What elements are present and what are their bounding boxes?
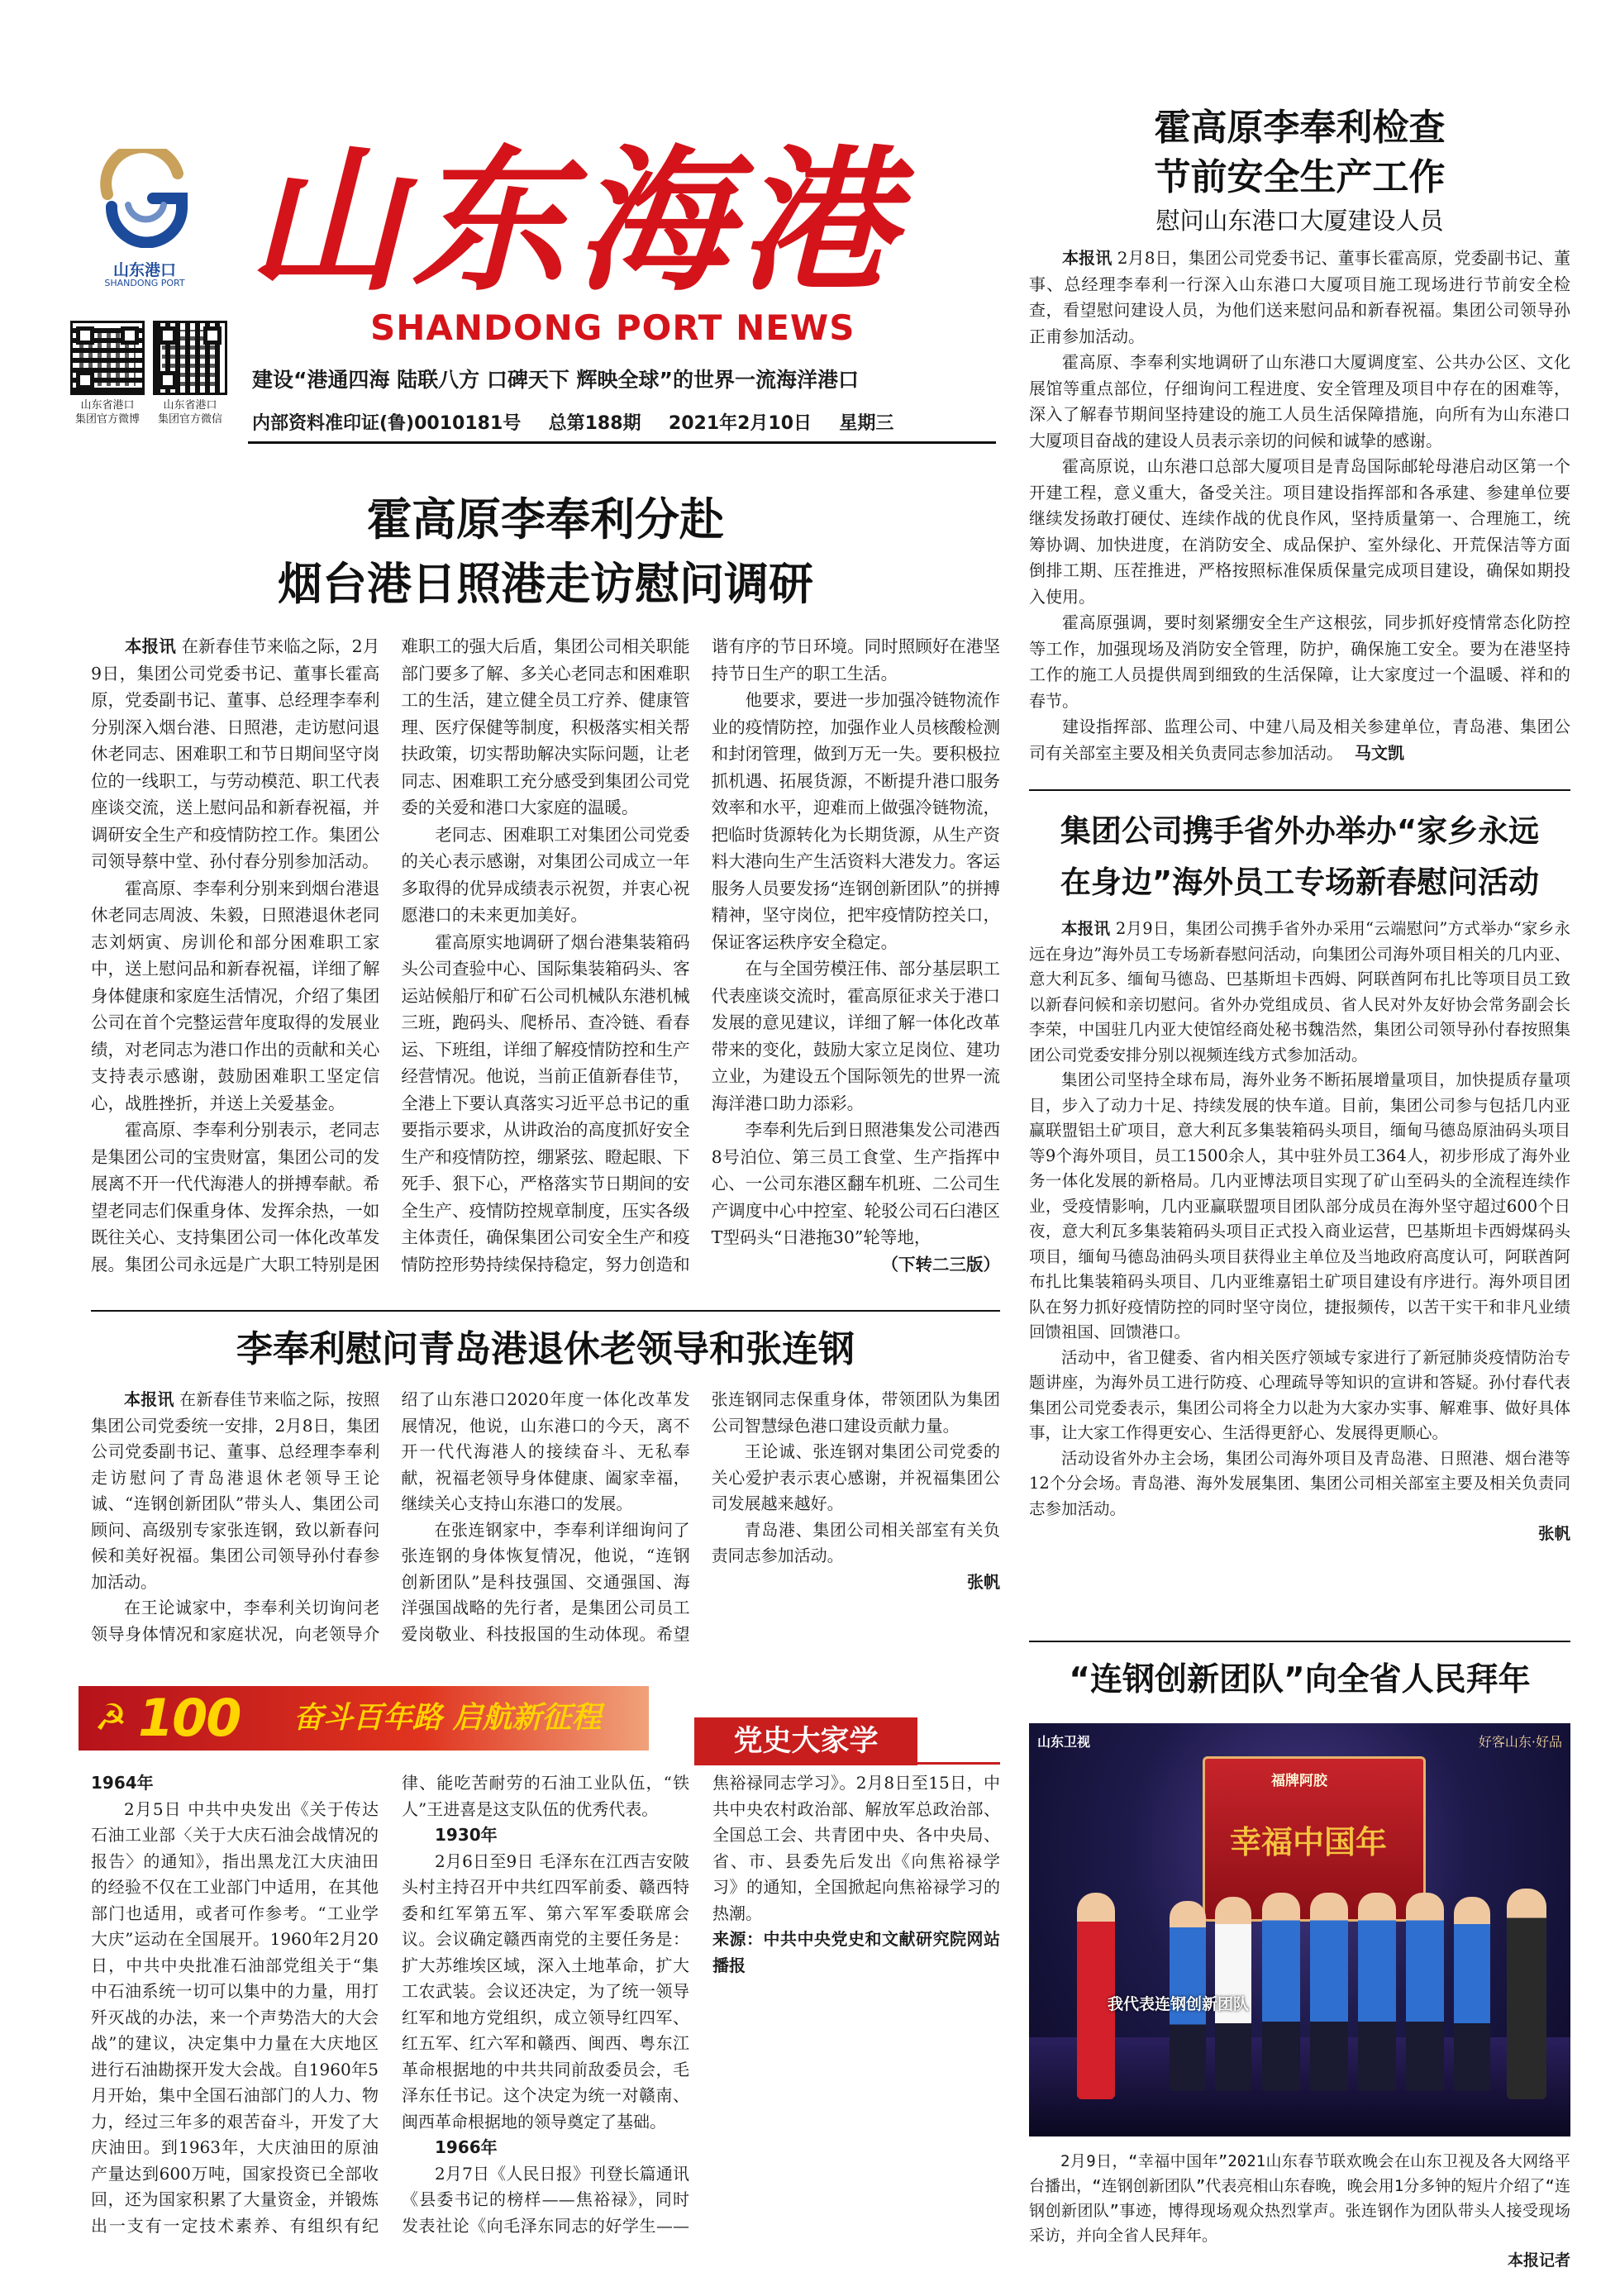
paragraph: 在张连钢家中，李奉利详细询问了张连钢的身体恢复情况，他说，“连钢创新团队”是科技强国、交通强国、海洋强国战略的先行者，是集团公司员工爱岗敬业、科技报国的生动体现。希望张连钢同志保重身体，带领团队为集团公司智慧绿色港口建设贡献力量。 — [401, 1389, 1000, 1644]
story-safety-title-1: 霍高原李奉利检查 — [1154, 107, 1446, 149]
license-number: 内部资料准印证(鲁)0010181号 — [252, 413, 522, 434]
story-overseas-title-1: 集团公司携手省外办举办“家乡永远 — [1060, 813, 1540, 849]
photo-signature: 本报记者 — [1507, 2251, 1570, 2270]
photo-logo: 山东卫视 — [1037, 1734, 1091, 1750]
story-overseas-signature: 张帆 — [1537, 1524, 1570, 1543]
photo-screen-tag: 福牌阿胶 — [1271, 1773, 1327, 1789]
story-safety-inspection — [1029, 103, 1570, 773]
issue-date: 2021年2月10日 — [668, 413, 812, 434]
hammer-sickle-icon: ☭ — [94, 1697, 127, 1739]
paragraph: 霍高原说，山东港口总部大厦项目是青岛国际邮轮母港启动区第一个开建工程，意义重大，备受关注。项目建设指挥部和各承建、参建单位要继续发扬敢打硬仗、连续作战的优良作风，坚持质量第一、合理施工，统筹协调、加快进度，在消防安全、成品保护、室外绿化、开荒保洁等方面倒排工期、压茬推进，严格按照标准保质保量完成项目建设，确保如期投入使用。 — [1029, 456, 1570, 607]
paragraph: 本报讯 2月9日，集团公司携手省外办采用“云端慰问”方式举办“家乡永远在身边”海外员工专场新春慰问活动，向集团公司海外项目相关的几内亚、意大利瓦多、缅甸马德岛、巴基斯坦卡西姆、阿联酋阿布扎比等项目员工致以新春问候和亲切慰问。省外办党组成员、省人民对外友好协会常务副会长李荣，中国驻几内亚大使馆经商处秘书魏浩然，集团公司领导孙付春按照集团公司党委安排分别以视频连线方式参加活动。 — [1029, 919, 1570, 1065]
photo-caption — [1029, 2149, 1570, 2273]
issue-line — [252, 409, 996, 435]
photo-stage-text: 幸福中国年 — [1230, 1823, 1388, 1860]
lead-title-2: 烟台港日照港走访慰问调研 — [278, 558, 813, 610]
team-member — [1358, 1893, 1396, 2091]
logo-caption-en: SHANDONG PORT — [104, 278, 185, 288]
divider — [91, 1310, 1000, 1312]
paragraph: 李奉利先后到日照港集发公司港西8号泊位、第三员工食堂、生产指挥中心、一公司东港区翻车机班、二公司生产调度中心中控室、轮驳公司石臼港区T型码头“日港拖30”轮等地， — [711, 1120, 1000, 1247]
paragraph: 活动设省外办主会场，集团公司海外项目及青岛港、日照港、烟台港等12个分会场。青岛港、海外发展集团、集团公司相关部室主要及相关负责同志参加活动。 — [1029, 1448, 1570, 1518]
paragraph: 霍高原、李奉利实地调研了山东港口大厦调度室、公共办公区、文化展馆等重点部位，仔细询问工程进度、安全管理及项目中存在的困难等，深入了解春节期间坚持建设的施工人员生活保障措施，向所有为山东港口大厦项目奋战的建设人员表示亲切的问候和诚挚的感谢。 — [1029, 352, 1570, 450]
history-year: 1964年 — [91, 1773, 154, 1793]
story-safety-body — [1029, 245, 1570, 766]
continued-note[interactable]: （下转二三版） — [881, 1254, 1000, 1274]
issue-number: 总第188期 — [548, 413, 641, 434]
qr-code-weibo[interactable] — [70, 321, 145, 395]
lead-body — [91, 633, 1000, 1298]
history-entry: 2月5日 中共中央发出《关于传达石油工业部〈关于大庆石油会战情况的报告〉的通知》，指出黑龙江大庆油田的经验不仅在工业部门中适用，在其他部门也适用，或者可作参考。“工业学大庆”运动在全国展开。1960年2月20日，中共中央批准石油部党组关于“集中石油系统一切可以集中的力量，用打歼灭战的办法，来一个声势浩大的大会战”的建议，决定集中力量在大庆地区进行石油勘探开发大会战。自1960年5月开始，集中全国石油部门的人力、物力，经过三年多的艰苦奋斗，开发了大庆油田。到1963年，大庆油田的原油产量达到600万吨，国家投资已全部收回，还为国家积累了大量资金，并锻炼出一支有一定技术素养、有组织有纪律、能吃苦耐劳的石油工业队伍，“铁人”王进喜是这支队伍的优秀代表。 — [91, 1773, 689, 2236]
history-entry: 2月6日至9日 毛泽东在江西吉安陂头村主持召开中共红四军前委、赣西特委和红军第五军、第六军军委联席会议。会议确定赣西南党的主要任务是：扩大苏维埃区域，深入土地革命，扩大工农武装。会议还决定，为了统一领导红军和地方党组织，成立领导红四军、红五军、红六军和赣西、闽西、粤东江革命根据地的中共共同前敌委员会，毛泽东任书记。这个决定为统一对赣南、闽西革命根据地的领导奠定了基础。 — [402, 1851, 689, 2132]
paragraph: 霍高原、李奉利分别表示，老同志是集团公司的宝贵财富，集团公司的发展离不开一代代海港人的拼搏奉献。希望老同志们保重身体、发挥余热，一如既往关心、支持集团公司一体化改革发展。集团公司永远是广大职工特别是困难职工的强大后盾，集团公司相关职能部门要多了解、多关心老同志和困难职工的生活，建立健全员工疗养、健康管理、医疗保健等制度，积极落实相关帮扶政策，切实帮助解决实际问题，让老同志、困难职工充分感受到集团公司党委的关爱和港口大家庭的温暖。 — [91, 636, 690, 1274]
photo-spring-gala[interactable] — [1029, 1723, 1570, 2136]
paragraph: 霍高原强调，要时刻紧绷安全生产这根弦，同步抓好疫情常态化防控等工作，加强现场及消防安全管理，防护，确保施工安全。要为在港坚持工作的施工人员提供周到细致的生活保障，让大家度过一个温暖、祥和的春节。 — [1029, 612, 1570, 711]
photo-caption-overlay: 我代表连钢创新团队 — [1108, 1995, 1250, 2013]
banner-100: 100 — [138, 1688, 241, 1748]
issue-weekday: 星期三 — [839, 413, 894, 434]
masthead-title-en: SHANDONG PORT NEWS — [370, 307, 855, 348]
paragraph: 本报讯 在新春佳节来临之际，2月9日，集团公司党委书记、董事长霍高原，党委副书记、董事、总经理李奉利分别深入烟台港、日照港，走访慰问退休老同志、困难职工和节日期间坚守岗位的一线职工，与劳动模范、职工代表座谈交流，送上慰问品和新春祝福，并调研安全生产和疫情防控工作。集团公司领导蔡中堂、孙付春分别参加活动。 — [91, 636, 380, 871]
story-safety-title-2: 节前安全生产工作 — [1154, 156, 1446, 198]
history-source: 来源：中共中央党史和文献研究院网站播报 — [712, 1929, 1000, 1975]
story-zhang-body — [91, 1387, 1000, 1651]
paragraph: 青岛港、集团公司相关部室有关负责同志参加活动。 — [711, 1519, 1000, 1565]
host-suit — [1507, 1889, 1546, 2099]
history-year: 1930年 — [435, 1825, 498, 1845]
story-zhang-liangang — [91, 1322, 1000, 1661]
caption-text: 2月9日，“幸福中国年”2021山东春节联欢晚会在山东卫视及各大网络平台播出，“连钢创新团队”代表亮相山东春晚，晚会用1分多钟的短片介绍了“连钢创新团队”事迹，博得现场观众热烈掌声。张连钢作为团队带头人接受现场采访，并向全省人民拜年。 — [1029, 2152, 1570, 2245]
history-year: 1966年 — [435, 2137, 498, 2157]
paragraph: 霍高原、李奉利分别来到烟台港退休老同志周波、朱毅，日照港退休老同志刘炳寅、房训伦和部分困难职工家中，送上慰问品和新春祝福，详细了解身体健康和家庭生活情况，介绍了集团公司在首个完整运营年度取得的发展业绩，对老同志为港口作出的贡献和关心支持表示感谢，鼓励困难职工坚定信心，战胜挫折，并送上关爱基金。 — [91, 878, 380, 1113]
story-overseas-body — [1029, 917, 1570, 1547]
paragraph: 霍高原实地调研了烟台港集装箱码头公司查验中心、国际集装箱码头、客运站候船厅和矿石公司机械队东港机械三班，跑码头、爬桥吊、查冷链、看春运、下班组，详细了解疫情防控和生产经营情况。他说，当前正值新春佳节，全港上下要认真落实习近平总书记的重要指示要求，从讲政治的高度抓好安全生产和疫情防控，绷紧弦、瞪起眼、下死手、狠下心，严格落实节日期间的安全生产、疫情防控规章制度，压实各级主体责任，确保集团公司安全生产和疫情防控形势持续保持稳定，努力创造和谐有序的节日环境。同时照顾好在港坚持节日生产的职工生活。 — [401, 636, 1000, 1274]
lead-story — [91, 488, 1000, 1306]
photo-story-title: “连钢创新团队”向全省人民拜年 — [1069, 1661, 1531, 1698]
banner-slogan: 奋斗百年路 启航新征程 — [293, 1701, 602, 1735]
photo-corner: 好客山东·好品 — [1478, 1734, 1562, 1750]
story-zhang-title: 李奉利慰问青岛港退休老领导和张连钢 — [236, 1328, 855, 1370]
qr-code-wechat[interactable] — [153, 321, 227, 395]
history-tag: 党史大家学 — [694, 1717, 917, 1765]
story-zhang-signature: 张帆 — [966, 1571, 1000, 1592]
qr-wechat-caption: 山东省港口 集团官方微信 — [157, 399, 222, 426]
story-safety-signature: 马文凯 — [1355, 742, 1404, 763]
team-member — [1406, 1893, 1444, 2091]
story-safety-subtitle: 慰问山东港口大厦建设人员 — [1155, 207, 1444, 235]
paragraph: 他要求，要进一步加强冷链物流作业的疫情防控，加强作业人员核酸检测和封闭管理，做到万无一失。要积极拉抓机遇、拓展货源，不断提升港口服务效率和水平，迎难而上做强冷链物流，把临时货源转化为长期货源，从生产资料大港向生产生活资料大港发力。客运服务人员要发扬“连钢创新团队”的拼搏精神，坚守岗位，把牢疫情防控关口，保证客运秩序安全稳定。 — [711, 690, 1000, 952]
team-member — [1310, 1893, 1348, 2091]
history-tag-rule — [917, 1762, 1000, 1765]
masthead-slogan: 建设“港通四海 陆联八方 口碑天下 辉映全球”的世界一流海洋港口 — [252, 368, 859, 392]
shandong-port-logo — [91, 149, 198, 248]
paragraph: 活动中，省卫健委、省内相关医疗领域专家进行了新冠肺炎疫情防治专题讲座，为海外员工进行防疫、心理疏导等知识的宣讲和答疑。孙付春代表集团公司党委表示，集团公司将全力以赴为大家办实事、解难事、做好具体事，让大家工作得更安心、生活得更舒心、发展得更顺心。 — [1029, 1347, 1570, 1442]
paragraph: 本报讯 2月8日，集团公司党委书记、董事长霍高原，党委副书记、董事、总经理李奉利一行深入山东港口大厦项目施工现场进行节前安全检查，看望慰问建设人员，为他们送来慰问品和新春祝福。集团公司领导孙正甫参加活动。 — [1029, 248, 1571, 346]
divider — [1029, 789, 1570, 791]
paragraph: 本报讯 在新春佳节来临之际，按照集团公司党委统一安排，2月8日，集团公司党委副书记、董事、总经理李奉利走访慰问了青岛港退休老领导王论诚、“连钢创新团队”带头人、集团公司顾问、高级别专家张连钢，致以新春问候和美好祝福。集团公司领导孙付春参加活动。 — [91, 1389, 380, 1592]
paragraph: 在王论诚家中，李奉利关切询问老领导身体情况和家庭状况，向老领导介绍了山东港口2020年度一体化改革发展情况，他说，山东港口的今天，离不开一代代海港人的接续奋斗、无私奉献，祝福老领导身体健康、阖家幸福，继续关心支持山东港口的发展。 — [91, 1389, 690, 1644]
history-body — [91, 1770, 1000, 2241]
qr-weibo-caption: 山东省港口 集团官方微博 — [74, 399, 140, 426]
team-member — [1454, 1897, 1490, 2091]
history-banner — [79, 1686, 649, 1751]
paragraph: 在与全国劳模汪伟、部分基层职工代表座谈交流时，霍高原征求关于港口发展的意见建议，详细了解一体化改革带来的变化，鼓励大家立足岗位、建功立业，为建设五个国际领先的世界一流海洋港口助力添彩。 — [711, 959, 1000, 1113]
masthead — [0, 0, 1000, 475]
paragraph: 集团公司坚持全球布局，海外业务不断拓展增量项目，加快提质存量项目，步入了动力十足、持续发展的快车道。目前，集团公司参与包括几内亚赢联盟铝土矿项目，意大利瓦多集装箱码头项目，缅甸马德岛原油码头项目等9个海外项目，员工1500余人，其中驻外员工364人，初步形成了海外业务一体化发展的新格局。几内亚博法项目实现了矿山至码头的全流程连续作业，受疫情影响，几内亚赢联盟项目团队部分成员在海外坚守超过600个日夜，意大利瓦多集装箱码头项目正式投入商业运营，巴基斯坦卡西姆煤码头项目，缅甸马德岛油码头项目获得业主单位及当地政府高度认可，阿联酋阿布扎比集装箱码头项目、几内亚维嘉铝土矿项目建设有序进行。海外项目团队在努力抓好疫情防控的同时坚守岗位，捷报频传，以苦干实干和非凡业绩回馈祖国、回馈港口。 — [1029, 1070, 1570, 1341]
paragraph: 老同志、困难职工对集团公司党委的关心表示感谢，对集团公司成立一年多取得的优异成绩表示祝贺，并衷心祝愿港口的未来更加美好。 — [401, 824, 690, 925]
paragraph: 建设指挥部、监理公司、中建八局及相关参建单位，青岛港、集团公司有关部室主要及相关负责同志参加活动。 马文凯 — [1029, 717, 1570, 763]
story-overseas-staff — [1029, 806, 1570, 1632]
history-entry: 2月7日《人民日报》刊登长篇通讯《县委书记的榜样——焦裕禄》，同时发表社论《向毛泽东同志的好学生——焦裕禄同志学习》。2月8日至15日，中共中央农村政治部、解放军总政治部、全国总工会、共青团中央、各中央局、省、市、县委先后发出《向焦裕禄学习》的通知，全国掀起向焦裕禄学习的热潮。 — [402, 1773, 1000, 2236]
divider — [1029, 1641, 1570, 1642]
lead-title-1: 霍高原李奉利分赴 — [367, 493, 724, 545]
logo-caption-cn: 山东港口 — [112, 261, 176, 279]
team-member — [1262, 1893, 1300, 2091]
paragraph: 王论诚、张连钢对集团公司党委的关心爱护表示衷心感谢，并祝福集团公司发展越来越好。 — [711, 1441, 1000, 1513]
masthead-divider — [248, 441, 996, 444]
story-overseas-title-2: 在身边”海外员工专场新春慰问活动 — [1060, 865, 1540, 900]
masthead-title: 山东海港 — [248, 130, 903, 312]
